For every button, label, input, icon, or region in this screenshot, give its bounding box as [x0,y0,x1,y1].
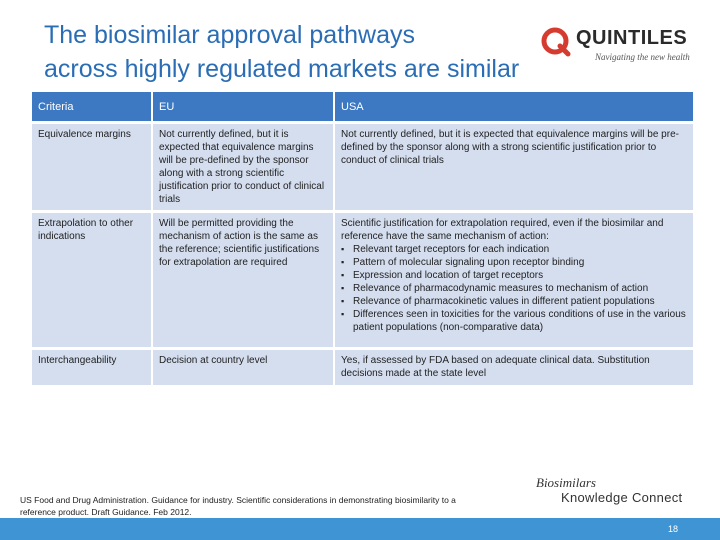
logo-name: QUINTILES [576,27,688,49]
table-row [32,123,694,212]
brand-line-2: Knowledge Connect [561,490,683,505]
table-row [32,349,694,385]
list-item: ▪ Expression and location of target receptors [353,269,687,282]
usa-cell [334,212,694,349]
biosimilars-knowledge-connect-logo [536,475,706,507]
usa-bullet-list [341,243,687,334]
list-item: ▪ Differences seen in toxicities for the various conditions of use in the various patient populations (non-comparative data) [353,308,687,334]
title-line-1: The biosimilar approval pathways [44,21,416,49]
brand-line-1: Biosimilars [536,475,596,490]
quintiles-logo [540,24,700,68]
usa-cell: Not currently defined, but it is expected that equivalence margins will be pre-defined by the sponsor along with a strong scientific justification prior to conduct of clinical trials [334,123,694,212]
eu-cell: Not currently defined, but it is expected that equivalence margins will be pre-defined by the sponsor along with a strong scientific justification prior to conduct of clinical trials [152,123,334,212]
list-item: ▪ Relevance of pharmacodynamic measures to mechanism of action [353,282,687,295]
header-eu: EU [152,92,334,123]
table-header-row [32,92,694,123]
table-row [32,212,694,349]
quintiles-mark-icon [540,26,572,58]
eu-cell: Will be permitted providing the mechanism of action is the same as the reference; scientific justifications for extrapolation are required [152,212,334,349]
footer-bar [0,518,720,540]
header-usa: USA [334,92,694,123]
criteria-cell: Interchangeability [32,349,152,385]
list-item: ▪ Relevant target receptors for each indication [353,243,687,256]
criteria-cell: Equivalence margins [32,123,152,212]
header-criteria: Criteria [32,92,152,123]
eu-cell: Decision at country level [152,349,334,385]
logo-tagline: Navigating the new health [595,52,690,62]
page-number: 18 [667,524,678,534]
criteria-cell: Extrapolation to other indications [32,212,152,349]
title-line-2: across highly regulated markets are similar [44,55,520,83]
usa-cell-intro: Scientific justification for extrapolation required, even if the biosimilar and reference have the same mechanism of action: [341,218,664,242]
list-item: ▪ Pattern of molecular signaling upon receptor binding [353,256,687,269]
slide-title [44,18,544,86]
usa-cell: Yes, if assessed by FDA based on adequate clinical data. Substitution decisions made at the state level [334,349,694,385]
list-item: ▪ Relevance of pharmacokinetic values in different patient populations [353,295,687,308]
footnote: US Food and Drug Administration. Guidance for industry. Scientific considerations in demonstrating biosimilarity to a reference product. Draft Guidance. Feb 2012. [20,495,456,517]
comparison-table [32,92,694,385]
